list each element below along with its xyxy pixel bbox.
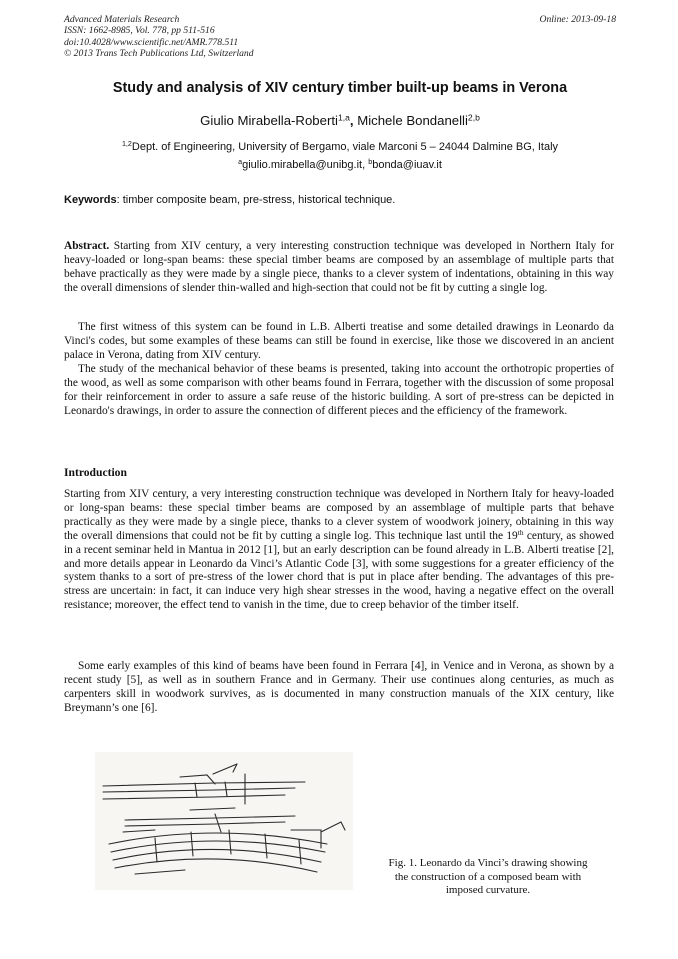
online-date: Online: 2013-09-18 [539,14,616,25]
copyright-line: © 2013 Trans Tech Publications Ltd, Switzerland [64,48,254,60]
keywords-label: Keywords [64,194,117,206]
email-line [30,156,650,174]
author-1-sup: 1,a [337,112,350,123]
leonardo-drawing-figure [95,752,353,890]
keywords [64,194,616,206]
page-header [64,14,616,60]
doi-line: doi:10.4028/www.scientific.net/AMR.778.511 [64,36,239,48]
figure-caption: Fig. 1. Leonardo da Vinci’s drawing showing the construction of a composed beam with imposed curvature. [388,857,588,896]
affiliation-sup: 1,2 [121,140,132,149]
affiliation-block [30,138,650,174]
intro-text-1b: century, as showed in a recent seminar held in Mantua in 2012 [1], but an early description can be found already in L.B. Alberti treatise [2], and more details appear in Leonardo da Vinci’s Atlantic Code [3], with some suggestions for a greater efficiency of the system thanks to a sort of pre-stress of the lower chord that is put in place after bending. The advantages of this pre-stress are uncertain: in fact, it can induce very high shear stresses in the wood, having a negative effect on the overall resistance; moreover, the effect tend to vanish in the time, due to creep behavior of the timber itself. [64,529,614,612]
introduction-heading: Introduction [64,466,127,479]
abstract-paragraph-2: The first witness of this system can be found in L.B. Alberti treatise and some detailed drawings in Leonardo da Vinci's codes, but some examples of these beams can still be found in exercise, like those we discovered in an ancient palace in Verona, dating from XIV century. [64,321,614,361]
author-line [40,113,640,128]
affiliation-line [30,138,650,156]
email-a: giulio.mirabella@unibg.it, [242,159,369,171]
keywords-text: : timber composite beam, pre-stress, historical technique. [116,194,396,206]
author-1: Giulio Mirabella-Roberti [200,113,338,128]
journal-name: Advanced Materials Research [64,14,180,25]
intro-sup-th: th [517,527,524,537]
author-separator: , [349,113,354,128]
abstract-paragraph-1 [64,240,614,296]
abstract-text-1: Starting from XIV century, a very interesting construction technique was developed in Northern Italy for heavy-loaded or long-span beams: these special timber beams are composed by an assemblage of multiple parts that behave practically as they were made by a single piece, thanks to a clever system of indentations, obtaining in this way the overall dimensions of slender thin-walled and high-section that could not be fit by cutting a single log. [64,240,614,294]
email-b-sup: b [368,158,373,167]
issn-line: ISSN: 1662-8985, Vol. 778, pp 511-516 [64,25,215,37]
email-b: bonda@iuav.it [372,159,442,171]
intro-paragraph-1 [64,488,614,613]
paper-title: Study and analysis of XIV century timber built-up beams in Verona [112,80,568,96]
abstract-paragraph-3: The study of the mechanical behavior of these beams is presented, taking into account the orthotropic properties of the wood, as well as some comparison with other beams found in Ferrara, together with the discussion of some proposal for their reinforcement in order to assure a safe reuse of the historic building. A sort of pre-stress can be depicted in Leonardo's drawings, in order to assure the connection of different pieces and the efficiency of the framework. [64,363,614,417]
intro-text-1a: Starting from XIV century, a very interesting construction technique was developed in Northern Italy for heavy-loaded or long-span beams: these special timber beams are composed by an assemblage of multiple parts that behave practically as they were made by a single piece, thanks to a clever system of woodwork joinery, obtaining in this way the overall dimensions that could not be fit by cutting a single log. This technique last until the 19 [64,488,614,542]
affiliation-text: Dept. of Engineering, University of Bergamo, viale Marconi 5 – 24044 Dalmine BG, Italy [131,141,559,153]
beam-sketch-image [95,752,353,890]
author-2: Michele Bondanelli [357,113,468,128]
email-a-sup: a [238,158,243,167]
intro-paragraph-2: Some early examples of this kind of beams have been found in Ferrara [4], in Venice and in Verona, as shown by a recent study [5], as well as in southern France and in Germany. Their use continues along centuries, as much as carpenters skill in woodwork survives, as is documented in many construction manuals of the XIX century, like Breymann’s one [6]. [64,660,614,714]
author-2-sup: 2,b [467,112,480,123]
abstract-label: Abstract. [64,240,110,252]
